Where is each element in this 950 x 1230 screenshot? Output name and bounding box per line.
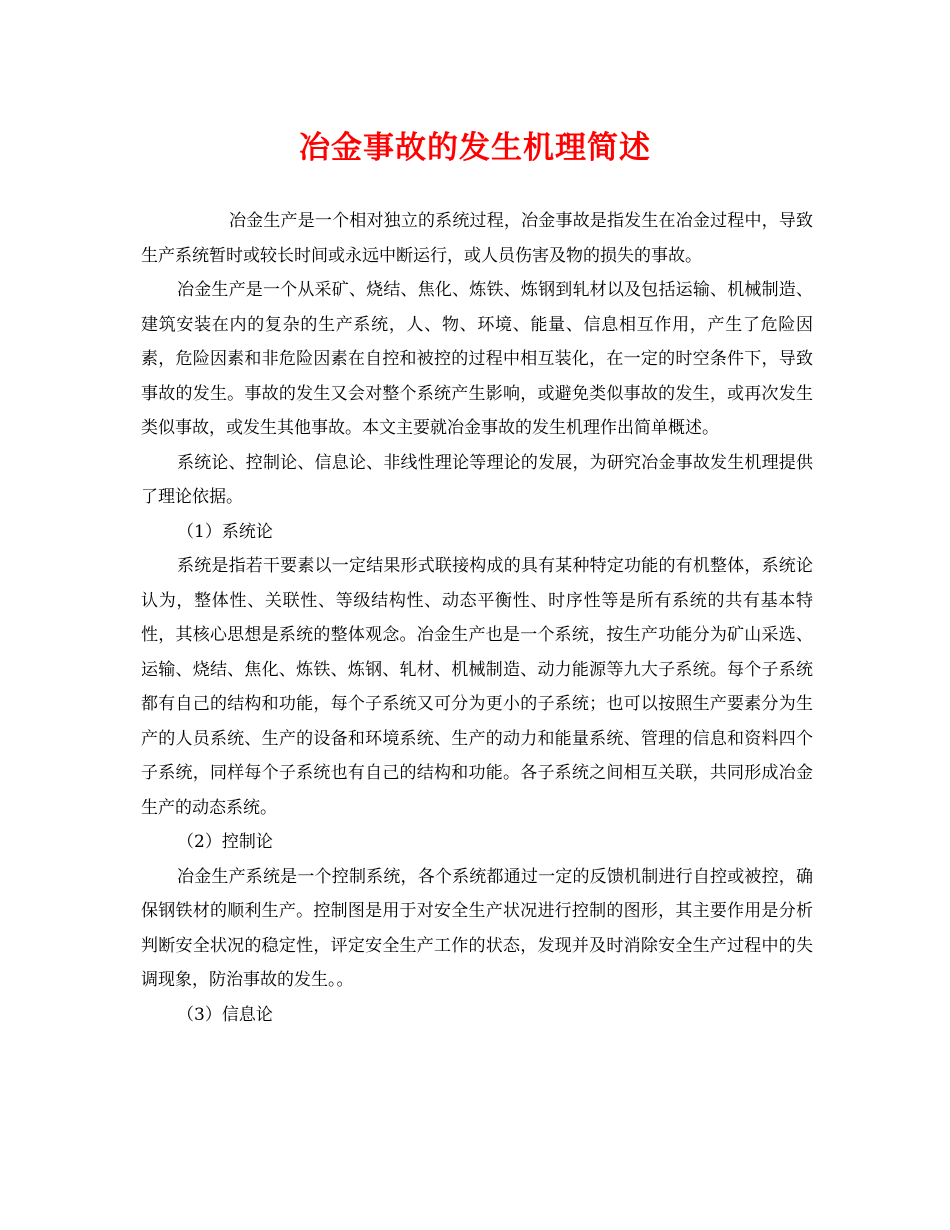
section-heading-control-theory: （2）控制论 [177, 832, 273, 852]
paragraph-theory-basis: 系统论、控制论、信息论、非线性理论等理论的发展，为研究冶金事故发生机理提供了理论依据。 [141, 452, 813, 507]
paragraph-intro: 冶金生产是一个相对独立的系统过程，冶金事故是指发生在冶金过程中，导致生产系统暂时或较长时间或永远中断运行，或人员伤害及物的损失的事故。 [141, 211, 813, 266]
document-title: 冶金事故的发生机理简述 [299, 130, 651, 166]
paragraph-overview: 冶金生产是一个从采矿、烧结、焦化、炼铁、炼钢到轧材以及包括运输、机械制造、建筑安装在内的复杂的生产系统，人、物、环境、能量、信息相互作用，产生了危险因素，危险因素和非危险因素在自控和被控的过程中相互装化，在一定的时空条件下，导致事故的发生。事故的发生又会对整个系统产生影响，或避免类似事故的发生，或再次发生类似事故，或发生其他事故。本文主要就冶金事故的发生机理作出简单概述。 [141, 280, 813, 438]
section-heading-information-theory: （3）信息论 [177, 1004, 273, 1025]
document-body [141, 204, 813, 1032]
paragraph-system-theory: 系统是指若干要素以一定结果形式联接构成的具有某种特定功能的有机整体，系统论认为，整体性、关联性、等级结构性、动态平衡性、时序性等是所有系统的共有基本特性，其核心思想是系统的整体观念。冶金生产也是一个系统，按生产功能分为矿山采选、运输、烧结、焦化、炼铁、炼钢、轧材、机械制造、动力能源等九大子系统。每个子系统都有自己的结构和功能，每个子系统又可分为更小的子系统；也可以按照生产要素分为生产的人员系统、生产的设备和环境系统、生产的动力和能量系统、管理的信息和资料四个子系统，同样每个子系统也有自己的结构和功能。各子系统之间相互关联，共同形成冶金生产的动态系统。 [141, 556, 813, 818]
paragraph-control-theory: 冶金生产系统是一个控制系统，各个系统都通过一定的反馈机制进行自控或被控，确保钢铁材的顺利生产。控制图是用于对安全生产状况进行控制的图形，其主要作用是分析判断安全状况的稳定性，评定安全生产工作的状态，发现并及时消除安全生产过程中的失调现象，防治事故的发生。。 [141, 866, 813, 990]
section-heading-system-theory: （1）系统论 [177, 521, 273, 542]
